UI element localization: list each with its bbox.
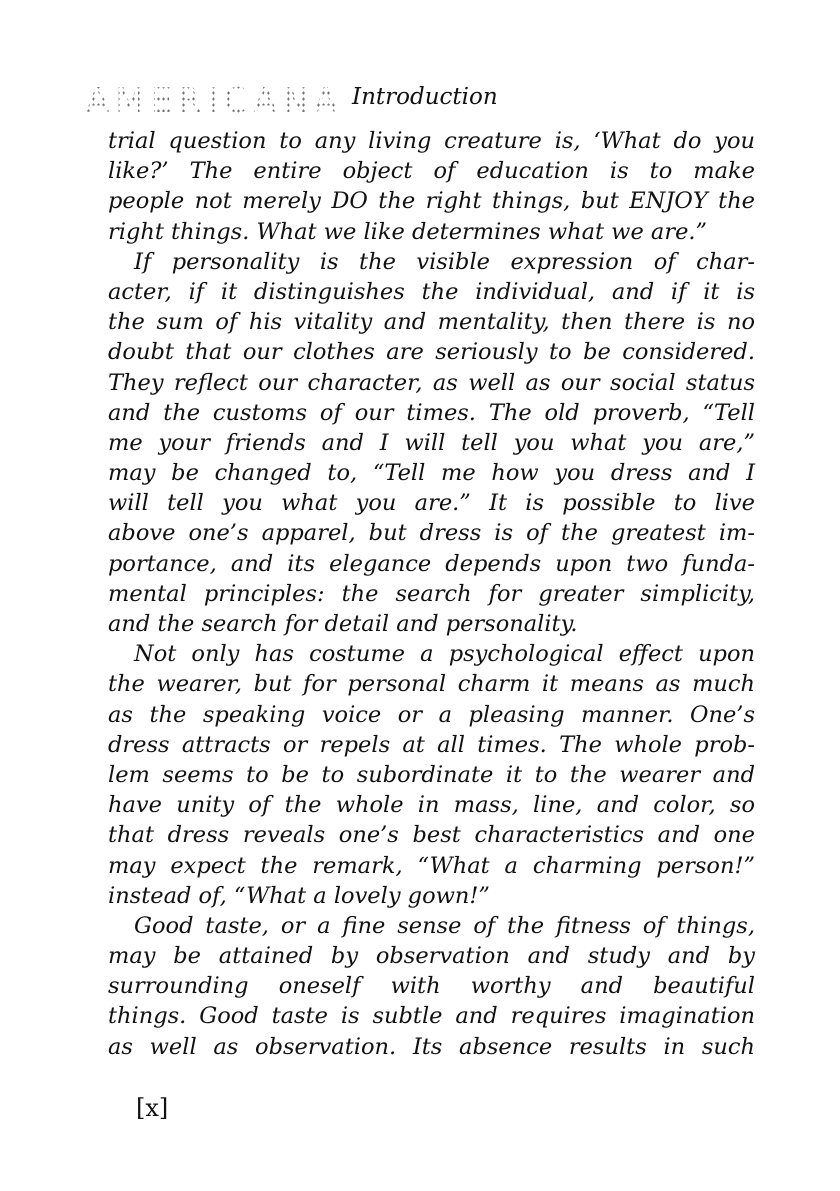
text-line: may be attained by observation and study and by [108,943,755,970]
text-line: as the speaking voice or a pleasing manner. One’s [108,701,755,728]
text-line: Not only has costume a psychological effect upon [134,641,755,668]
text-line: may be changed to, “Tell me how you dress and I [108,460,755,487]
text-line: acter, if it distinguishes the individual, and if it is [108,278,755,305]
text-line: dress attracts or repels at all times. The whole prob- [108,731,755,758]
running-head: Introduction [352,84,498,110]
text-line: as well as observation. Its absence results in such [108,1033,755,1060]
text-line: above one’s apparel, but dress is of the greatest im- [108,520,755,547]
text-line: instead of, “What a lovely gown!” [108,882,490,909]
library-stamp-watermark: AMERICANA [86,81,344,121]
text-line: the wearer, but for personal charm it means as much [108,671,755,698]
text-line: mental principles: the search for greater simplicity, [108,580,755,607]
text-line: right things. What we like determines what we are.” [108,218,708,245]
text-line: doubt that our clothes are seriously to be considered. [108,339,755,366]
text-line: like?’ The entire object of education is to make [108,158,755,185]
text-line: If personality is the visible expression of char- [134,248,755,275]
text-line: will tell you what you are.” It is possible to live [108,490,755,517]
text-line: things. Good taste is subtle and requires imagination [108,1003,755,1030]
text-line: people not merely DO the right things, but ENJOY the [108,188,755,215]
text-line: trial question to any living creature is, ‘What do you [108,128,755,154]
text-line: They reflect our character, as well as our social status [108,369,755,396]
page-header [86,78,766,121]
text-line: portance, and its elegance depends upon two funda- [108,550,755,577]
text-line: the sum of his vitality and mentality, then there is no [108,309,755,336]
text-line: surrounding oneself with worthy and beautiful [108,973,755,1000]
text-line: lem seems to be to subordinate it to the wearer and [108,761,755,788]
text-line: may expect the remark, “What a charming person!” [108,852,755,879]
text-line: and the search for detail and personality. [108,611,578,637]
body-text [108,126,755,1062]
text-line: have unity of the whole in mass, line, and color, so [108,792,755,819]
text-line: that dress reveals one’s best characteristics and one [108,822,755,849]
text-line: me your friends and I will tell you what you are,” [108,429,755,456]
text-line: Good taste, or a fine sense of the fitness of things, [134,912,755,939]
page-number: [x] [136,1094,169,1122]
text-line: and the customs of our times. The old proverb, “Tell [108,399,755,426]
